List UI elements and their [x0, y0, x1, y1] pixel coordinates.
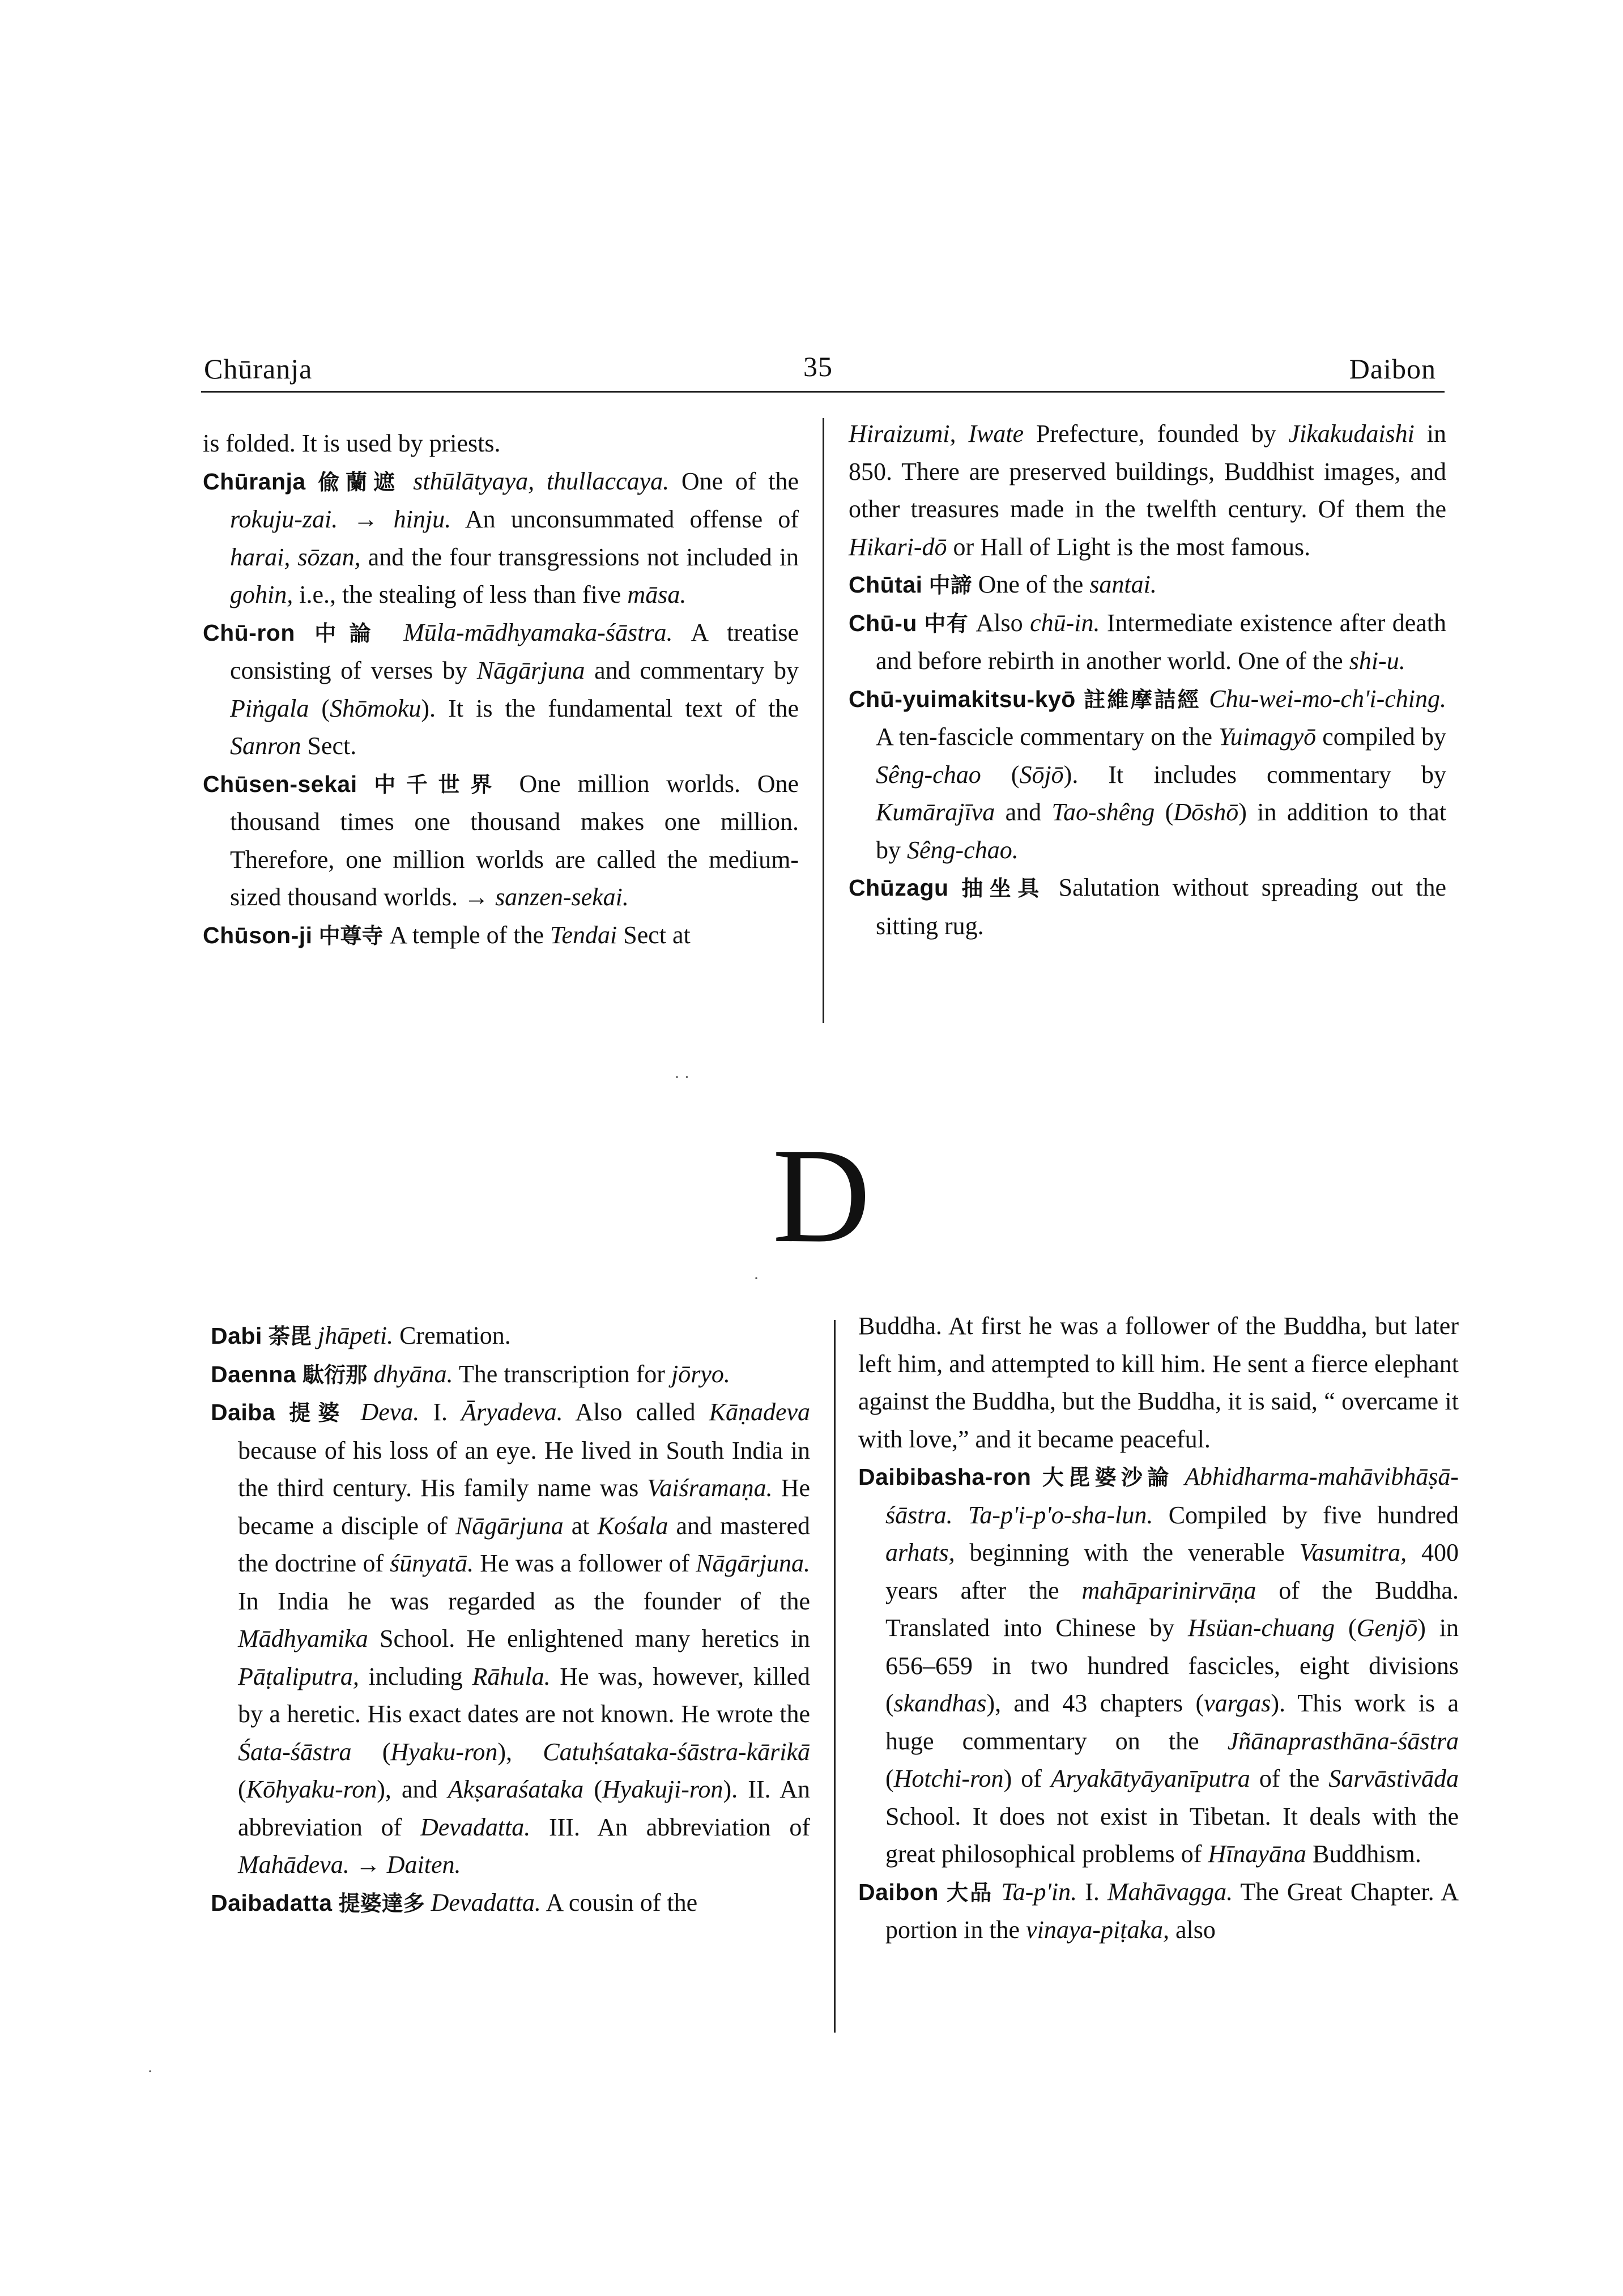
- italic-term: dhyāna.: [373, 1360, 453, 1388]
- italic-term: hinju.: [393, 505, 451, 533]
- definition-text: 400 years after the: [885, 1539, 1459, 1604]
- definition-text: III. An abbreviation of: [530, 1813, 810, 1841]
- headword: Daenna: [211, 1361, 297, 1387]
- italic-term: Deva.: [360, 1398, 420, 1426]
- column-divider-lower: [834, 1320, 836, 2033]
- kanji-characters: 駄衍那: [303, 1362, 368, 1387]
- definition-text: A treatise consisting of verses by: [230, 618, 799, 684]
- headword: Chūson-ji: [203, 922, 313, 948]
- column-upper-left: [203, 425, 799, 955]
- dictionary-entry: [211, 1317, 810, 1356]
- italic-term: Mūla-mādhyamaka-śāstra.: [403, 618, 673, 646]
- definition-text: I.: [1077, 1877, 1107, 1906]
- headword: Chū-u: [849, 610, 917, 636]
- italic-term: arhats,: [885, 1539, 955, 1566]
- headword: Daibadatta: [211, 1889, 333, 1916]
- definition-text: ),: [497, 1737, 543, 1766]
- headword: Daibibasha-ron: [858, 1464, 1032, 1490]
- definition-text: One million worlds. One thousand times one thousand makes one million. Therefore, one million worlds are called the medium-sized thousand worlds. →: [230, 769, 799, 911]
- header-rule: [201, 391, 1445, 393]
- italic-term: Nāgārjuna: [455, 1511, 564, 1540]
- italic-term: Nāgārjuna.: [696, 1549, 810, 1577]
- page-number: 35: [803, 351, 833, 382]
- definition-text: Also called: [563, 1398, 709, 1426]
- definition-text: School. He enlightened many heretics in: [368, 1625, 810, 1652]
- definition-text: and: [995, 798, 1052, 826]
- dictionary-entry: [203, 765, 799, 917]
- definition-text: ) of: [1003, 1765, 1051, 1792]
- definition-text: is folded. It is used by priests.: [203, 429, 501, 457]
- definition-text: One of the: [669, 467, 799, 495]
- italic-term: Devadatta.: [420, 1813, 531, 1841]
- scan-speck: ·: [753, 1269, 759, 1288]
- headword: Chūtai: [849, 572, 923, 598]
- italic-term: shi-u.: [1349, 647, 1405, 675]
- definition-text: ). It is the fundamental text of the: [421, 694, 799, 722]
- italic-term: Tendai: [550, 921, 617, 949]
- definition-text: of the: [1250, 1765, 1329, 1792]
- italic-term: Daiten.: [386, 1851, 461, 1878]
- running-head-right: Daibon: [1349, 353, 1436, 385]
- headword: Chū-ron: [203, 619, 295, 646]
- kanji-characters: 中千世界: [374, 772, 502, 797]
- dictionary-entry: [849, 680, 1446, 870]
- italic-term: Kumārajīva: [876, 798, 995, 826]
- definition-text: Compiled by five hundred: [1153, 1501, 1459, 1529]
- italic-term: Vasumitra,: [1299, 1539, 1407, 1566]
- definition-text: ). It includes commentary by: [1063, 760, 1446, 789]
- kanji-characters: 荼毘: [268, 1324, 312, 1349]
- definition-text: ). II. An abbreviation of: [238, 1775, 811, 1841]
- definition-text: ) in 656–659 in two hundred fascicles, eight divisions (: [885, 1614, 1459, 1717]
- italic-term: Dōshō: [1173, 798, 1239, 826]
- definition-text: (: [1155, 798, 1174, 826]
- entry-continuation: [858, 1307, 1459, 1458]
- italic-term: śūnyatā.: [390, 1549, 474, 1577]
- italic-term: Aryakātyāyanīputra: [1050, 1765, 1250, 1792]
- definition-text: because of his loss of an eye. He lived in South India in the third century. His family name was: [238, 1436, 810, 1502]
- definition-text: (: [885, 1765, 894, 1792]
- definition-text: Also: [975, 608, 1030, 637]
- definition-text: An unconsummated offense of: [451, 505, 799, 533]
- dictionary-entry: [849, 566, 1446, 604]
- dictionary-entry: [211, 1356, 810, 1394]
- definition-text: Intermediate existence after death and before rebirth in another world. One of the: [876, 608, 1446, 675]
- dictionary-entry: [849, 869, 1446, 945]
- italic-term: Śata-śāstra: [238, 1737, 352, 1766]
- italic-term: Kośala: [597, 1511, 668, 1540]
- italic-term: Hsüan-chuang: [1188, 1614, 1335, 1642]
- italic-term: Ta-p'in.: [1001, 1877, 1077, 1906]
- definition-text: (: [583, 1775, 602, 1803]
- dictionary-entry: [211, 1884, 810, 1923]
- italic-term: Sanron: [230, 732, 301, 760]
- definition-text: Salutation without spreading out the sitting rug.: [876, 874, 1446, 940]
- definition-text: Cremation.: [393, 1322, 511, 1349]
- headword: Chūsen-sekai: [203, 770, 357, 797]
- definition-text: →: [349, 1851, 387, 1878]
- italic-term: Genjō: [1356, 1614, 1418, 1642]
- dictionary-entry: [211, 1394, 810, 1884]
- italic-term: Hikari-dō: [849, 533, 947, 561]
- definition-text: One of the: [978, 570, 1090, 598]
- definition-text: The transcription for: [453, 1360, 671, 1388]
- italic-term: Sêng-chao.: [907, 836, 1019, 864]
- headword: Daiba: [211, 1399, 276, 1425]
- kanji-characters: 中有: [924, 611, 969, 636]
- definition-text: or Hall of Light is the most famous.: [947, 533, 1311, 561]
- kanji-characters: 偸蘭遮: [318, 469, 401, 495]
- definition-text: I.: [419, 1398, 462, 1426]
- definition-text: including: [359, 1662, 472, 1690]
- italic-term: santai.: [1089, 570, 1157, 598]
- definition-text: The Great Chapter. A portion in the: [885, 1877, 1459, 1944]
- definition-text: (: [309, 694, 330, 722]
- headword: Chūzagu: [849, 875, 949, 901]
- italic-term: Pāṭaliputra,: [238, 1662, 359, 1690]
- column-divider-upper: [823, 418, 824, 1023]
- column-upper-right: [849, 415, 1446, 945]
- entry-continuation: [203, 425, 799, 463]
- italic-term: rokuju-zai.: [230, 505, 338, 533]
- kanji-characters: 註維摩詰經: [1084, 687, 1201, 712]
- italic-term: vargas: [1204, 1689, 1271, 1717]
- italic-term: Devadatta.: [431, 1888, 541, 1916]
- italic-term: Mahādeva.: [238, 1851, 350, 1878]
- italic-term: Catuḥśataka-śāstra-kārikā: [543, 1737, 811, 1766]
- italic-term: Mahāvagga.: [1107, 1877, 1233, 1906]
- italic-term: Yuimagyō: [1219, 723, 1317, 751]
- headword: Daibon: [858, 1878, 939, 1905]
- headword: Dabi: [211, 1323, 262, 1349]
- italic-term: Tao-shêng: [1051, 798, 1155, 826]
- entry-continuation: [849, 415, 1446, 566]
- headword: Chū-yuimakitsu-kyō: [849, 685, 1076, 712]
- definition-text: A temple of the: [389, 921, 551, 949]
- italic-term: Mādhyamika: [238, 1625, 368, 1652]
- italic-term: Hyakuji-ron: [602, 1775, 723, 1803]
- kanji-characters: 提婆達多: [338, 1890, 425, 1916]
- kanji-characters: 提婆: [289, 1400, 347, 1425]
- italic-term: Āryadeva.: [461, 1398, 563, 1426]
- italic-term: Jikakudaishi: [1288, 420, 1415, 448]
- definition-text: (: [981, 760, 1020, 789]
- italic-term: Hotchi-ron: [893, 1765, 1004, 1792]
- headword: Chūranja: [203, 468, 306, 495]
- italic-term: Kōhyaku-ron: [246, 1775, 377, 1803]
- column-lower-left: [211, 1317, 810, 1922]
- definition-text: in 850. There are preserved buildings, Buddhist images, and other treasures made in the twelfth century. Of them the: [849, 420, 1446, 523]
- definition-text: (: [238, 1775, 246, 1803]
- kanji-characters: 大品: [947, 1880, 994, 1905]
- dictionary-entry: [203, 614, 799, 765]
- italic-term: mahāparinirvāṇa: [1081, 1576, 1256, 1604]
- italic-term: Nāgārjuna: [476, 657, 585, 684]
- definition-text: beginning with the venerable: [955, 1539, 1300, 1566]
- italic-term: sanzen-sekai.: [495, 883, 629, 911]
- definition-text: and mastered the doctrine of: [238, 1511, 810, 1577]
- definition-text: i.e., the stealing of less than five: [293, 581, 628, 608]
- kanji-characters: 中諦: [928, 573, 972, 598]
- italic-term: Vaiśramaṇa.: [647, 1474, 773, 1502]
- running-head-left: Chūranja: [204, 353, 313, 385]
- italic-term: Abhidharma-mahāvibhāṣā-śāstra. Ta-p'i-p'o-sha-lun.: [885, 1463, 1459, 1529]
- kanji-characters: 中論: [314, 620, 384, 646]
- definition-text: of the Buddha. Translated into Chinese by: [885, 1576, 1459, 1642]
- italic-term: vinaya-piṭaka,: [1026, 1916, 1170, 1944]
- definition-text: ). This work is a huge commentary on the: [885, 1689, 1459, 1755]
- definition-text: Buddhism.: [1306, 1840, 1421, 1868]
- definition-text: ), and 43 chapters (: [986, 1689, 1204, 1717]
- definition-text: In India he was regarded as the founder of the: [238, 1587, 810, 1615]
- italic-term: Hiraizumi, Iwate: [849, 420, 1024, 448]
- dictionary-entry: [203, 917, 799, 955]
- italic-term: Piṅgala: [230, 694, 309, 722]
- definition-text: Buddha. At first he was a follower of the Buddha, but later left him, and attempted to kill him. He sent a fierce elephant against the Buddha, but the Buddha, it is said, “ overcame it with love,” and it became peaceful.: [858, 1312, 1459, 1453]
- definition-text: (: [351, 1737, 391, 1766]
- definition-text: and commentary by: [585, 657, 799, 684]
- dictionary-entry: [858, 1873, 1459, 1949]
- dictionary-entry: [849, 604, 1446, 680]
- definition-text: A ten-fascicle commentary on the: [876, 723, 1219, 751]
- italic-term: māsa.: [627, 581, 687, 608]
- italic-term: jōryo.: [671, 1360, 730, 1388]
- definition-text: (: [1335, 1614, 1357, 1642]
- definition-text: compiled by: [1316, 723, 1447, 751]
- definition-text: He was a follower of: [474, 1549, 696, 1577]
- definition-text: ) in addition to that by: [876, 798, 1446, 864]
- italic-term: Rāhula.: [472, 1662, 551, 1690]
- italic-term: jhāpeti.: [317, 1322, 394, 1349]
- italic-term: Sêng-chao: [876, 760, 981, 789]
- definition-text: at: [563, 1511, 598, 1540]
- kanji-characters: 中尊寺: [318, 923, 384, 948]
- section-letter: D: [772, 1120, 871, 1271]
- italic-term: Kāṇadeva: [709, 1398, 811, 1426]
- dictionary-entry: [858, 1458, 1459, 1873]
- definition-text: He became a disciple of: [238, 1474, 810, 1540]
- definition-text: Sect.: [301, 732, 357, 760]
- column-lower-right: [858, 1307, 1459, 1949]
- definition-text: Sect at: [617, 921, 691, 949]
- italic-term: chū-in.: [1030, 608, 1100, 637]
- italic-term: gohin,: [230, 581, 293, 608]
- dictionary-entry: [203, 463, 799, 614]
- scan-speck: ·: [147, 2062, 153, 2081]
- definition-text: ), and: [377, 1775, 448, 1803]
- kanji-characters: 抽坐具: [961, 876, 1046, 901]
- definition-text: →: [338, 505, 394, 533]
- italic-term: Shōmoku: [330, 694, 421, 722]
- scan-speck: · ·: [674, 1068, 690, 1087]
- italic-term: sthūlātyaya, thullaccaya.: [413, 467, 670, 495]
- definition-text: also: [1169, 1916, 1216, 1944]
- definition-text: School. It does not exist in Tibetan. It deals with the great philosophical problems of: [885, 1802, 1459, 1868]
- italic-term: Sōjō: [1019, 760, 1064, 789]
- italic-term: Akṣaraśataka: [448, 1775, 584, 1803]
- definition-text: Prefecture, founded by: [1024, 420, 1289, 448]
- italic-term: Hīnayāna: [1208, 1840, 1306, 1868]
- italic-term: Chu-wei-mo-ch'i-ching.: [1209, 684, 1446, 713]
- definition-text: He was, however, killed by a heretic. His exact dates are not known. He wrote the: [238, 1662, 810, 1728]
- italic-term: harai, sōzan,: [230, 543, 361, 571]
- definition-text: A cousin of the: [540, 1888, 698, 1916]
- italic-term: Jñānaprasthāna-śāstra: [1227, 1727, 1459, 1755]
- italic-term: skandhas: [893, 1689, 987, 1717]
- italic-term: Hyaku-ron: [390, 1737, 498, 1766]
- kanji-characters: 大毘婆沙論: [1042, 1465, 1174, 1490]
- definition-text: and the four transgressions not included in: [360, 543, 799, 571]
- italic-term: Sarvāstivāda: [1328, 1765, 1459, 1792]
